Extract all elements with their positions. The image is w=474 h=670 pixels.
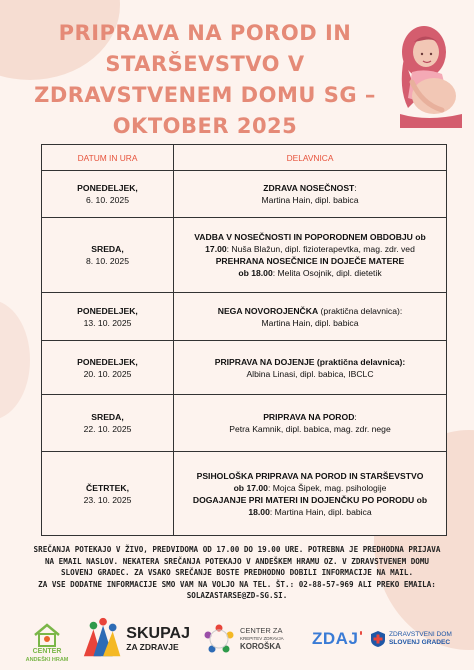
workshop-line: Petra Kamnik, dipl. babica, mag. zdr. nege — [229, 424, 391, 434]
workshop-line: PREHRANA NOSEČNICE IN DOJEČE MATERE — [215, 256, 405, 266]
page-title — [30, 18, 380, 142]
column-header-date: DATUM IN URA — [42, 145, 174, 171]
accent-dot-icon — [360, 631, 362, 635]
house-icon — [32, 622, 62, 648]
table-row — [42, 293, 447, 341]
logo-zd-slovenj-gradec — [370, 614, 470, 664]
title-line: STARŠEVSTVO V — [105, 52, 305, 76]
footer-info — [30, 544, 444, 602]
table-row — [42, 395, 447, 452]
workshop-cell — [174, 218, 447, 293]
title-line: ZDRAVSTVENEM DOMU SG – — [34, 83, 376, 107]
date-value: 22. 10. 2025 — [83, 424, 132, 434]
workshop-cell — [174, 395, 447, 452]
workshop-line: 17.00: Nuša Blažun, dipl. fizioterapevtka, mag. zdr. ved — [205, 244, 415, 254]
day-name: PONEDELJEK, — [77, 183, 138, 193]
day-name: PONEDELJEK, — [77, 356, 138, 367]
logo-label: SKUPAJ ZA ZDRAVJE — [126, 625, 190, 652]
logo-skupaj-za-zdravje — [80, 614, 190, 664]
date-cell — [42, 218, 174, 293]
workshop-line: NEGA NOVOROJENČKA (praktična delavnica): — [217, 305, 403, 316]
date-cell — [42, 293, 174, 341]
column-header-workshop: DELAVNICA — [174, 145, 447, 171]
cross-shield-icon — [370, 630, 386, 648]
date-cell — [42, 341, 174, 395]
workshop-cell — [174, 171, 447, 218]
title-line: OKTOBER 2025 — [112, 114, 298, 138]
table-row — [42, 341, 447, 395]
community-circle-icon — [202, 622, 236, 656]
contact-paragraph: ZA VSE DODATNE INFORMACIJE SMO VAM NA VOLJO NA TEL. ŠT.: 02-88-57-969 ALI PREKO EMAILA: SOLAZASTARSE@ZD-SG.SI. — [38, 579, 436, 600]
workshop-line: Martina Hain, dipl. babica — [261, 195, 359, 205]
day-name: SREDA, — [91, 412, 124, 422]
workshop-line: ZDRAVA NOSEČNOST: — [263, 183, 357, 193]
date-value: 20. 10. 2025 — [83, 368, 132, 379]
date-cell — [42, 452, 174, 536]
logo-zdaj: ZDAJ — [312, 614, 362, 664]
workshop-line: DOGAJANJE PRI MATERI IN DOJENČKU PO PORODU ob — [192, 494, 428, 505]
workshop-line: ob 18.00: Melita Osojnik, dipl. dietetik — [238, 268, 382, 278]
day-name: SREDA, — [91, 244, 124, 254]
workshop-cell — [174, 341, 447, 395]
date-value: 13. 10. 2025 — [83, 317, 132, 328]
workshop-cell — [174, 452, 447, 536]
workshop-line: ob 17.00: Mojca Šipek, mag. psihologije — [233, 482, 387, 493]
logo-label: CENTER ANDEŠKI HRAM — [25, 648, 69, 663]
logo-center-koroska — [202, 614, 302, 664]
table-row — [42, 171, 447, 218]
date-value: 8. 10. 2025 — [85, 256, 129, 266]
people-figures-icon — [80, 617, 122, 661]
workshop-line: Martina Hain, dipl. babica — [261, 317, 359, 328]
day-name: PONEDELJEK, — [77, 305, 138, 316]
workshop-line: PSIHOLOŠKA PRIPRAVA NA POROD IN STARŠEVSTVO — [196, 470, 424, 481]
workshop-line: PRIPRAVA NA DOJENJE (praktična delavnica): — [214, 356, 406, 367]
logo-center-andeski-hram — [22, 614, 72, 664]
title-line: PRIPRAVA NA POROD IN — [58, 21, 352, 45]
schedule-table — [41, 144, 447, 536]
day-name: ČETRTEK, — [86, 482, 129, 493]
date-value: 6. 10. 2025 — [85, 195, 129, 205]
workshop-line: PRIPRAVA NA POROD: — [263, 412, 357, 422]
pregnant-woman-illustration — [378, 18, 466, 128]
table-header-row — [42, 145, 447, 171]
date-cell — [42, 171, 174, 218]
table-row — [42, 218, 447, 293]
workshop-line: Albina Linasi, dipl. babica, IBCLC — [246, 368, 374, 379]
date-value: 23. 10. 2025 — [83, 494, 132, 505]
info-paragraph: SREČANJA POTEKAJO V ŽIVO, PREDVIDOMA OD 17.00 DO 19.00 URE. POTREBNA JE PREDHODNA PRIJAVA NA EMAIL NASLOV. NEKATERA SREČANJA POTEKAJO V ANDEŠKEM HRAMU OZ. V ZDRAVSTVENEM DOMU SLOVENJ GRADEC. ZA VSAKO SREČANJE BOSTE PREDHODNO DOBILI INFORMACIJE NA MAIL. — [33, 545, 441, 577]
workshop-cell — [174, 293, 447, 341]
table-row — [42, 452, 447, 536]
decor-blob-mid-left — [0, 300, 30, 420]
workshop-line: VADBA V NOSEČNOSTI IN POPORODNEM OBDOBJU ob — [194, 232, 426, 242]
date-cell — [42, 395, 174, 452]
workshop-line: 18.00: Martina Hain, dipl. babica — [248, 506, 372, 517]
logo-strip — [0, 614, 474, 670]
logo-label: CENTER ZA KREPITEV ZDRAVJA KOROŠKA — [240, 626, 284, 651]
logo-label: ZDRAVSTVENI DOM SLOVENJ GRADEC — [389, 631, 452, 646]
